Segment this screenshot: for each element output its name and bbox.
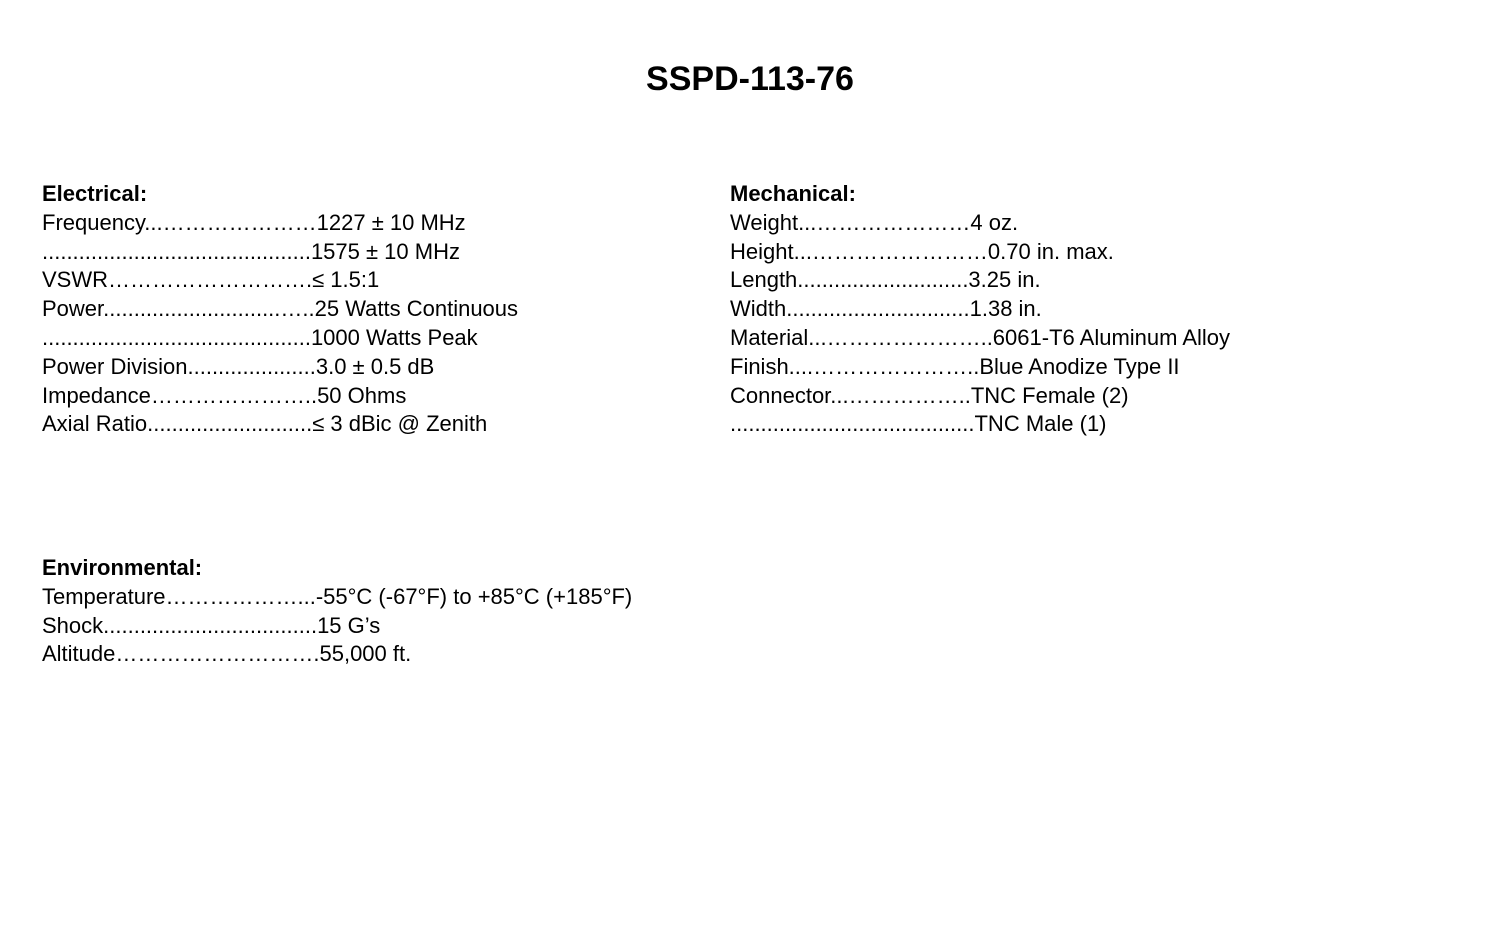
environmental-section [42, 554, 632, 669]
environmental-heading: Environmental: [42, 555, 203, 580]
spec-line-altitude: Altitude……………………….55,000 ft. [42, 641, 412, 667]
spec-line-finish: Finish....…………………..Blue Anodize Type II [730, 353, 1180, 379]
electrical-section [42, 180, 518, 439]
spec-line-vswr: VSWR……………………….≤ 1.5:1 [42, 267, 380, 293]
spec-line-material: Material...…………………..6061-T6 Aluminum Alloy [730, 324, 1231, 350]
spec-line-weight: Weight...…………………4 oz. [730, 209, 1019, 235]
spec-line-power: Power.............................…..25 Watts Continuous [42, 296, 519, 322]
spec-line-power-peak: ............................................1000 Watts Peak [42, 324, 478, 350]
electrical-heading: Electrical: [42, 181, 148, 206]
spec-line-height: Height...……………………0.70 in. max. [730, 238, 1114, 264]
spec-line-frequency: Frequency...…………………1227 ± 10 MHz [42, 209, 466, 235]
spec-line-temperature: Temperature………………...-55°C (-67°F) to +85°C (+185°F) [42, 583, 633, 609]
spec-line-connector-2: ........................................TNC Male (1) [730, 411, 1107, 437]
spec-line-length: Length............................3.25 in. [730, 267, 1041, 293]
document-title: SSPD-113-76 [646, 60, 854, 98]
spec-line-width: Width..............................1.38 in. [730, 296, 1042, 322]
spec-line-axial-ratio: Axial Ratio...........................≤ 3 dBic @ Zenith [42, 411, 488, 437]
mechanical-section [730, 180, 1230, 439]
spec-line-shock: Shock...................................15 G’s [42, 612, 381, 638]
spec-line-connector: Connector...……………..TNC Female (2) [730, 382, 1129, 408]
spec-line-impedance: Impedance…………………..50 Ohms [42, 382, 407, 408]
mechanical-heading: Mechanical: [730, 181, 856, 206]
spec-line-power-division: Power Division.....................3.0 ± 0.5 dB [42, 353, 435, 379]
spec-line-frequency-2: ............................................1575 ± 10 MHz [42, 238, 460, 264]
